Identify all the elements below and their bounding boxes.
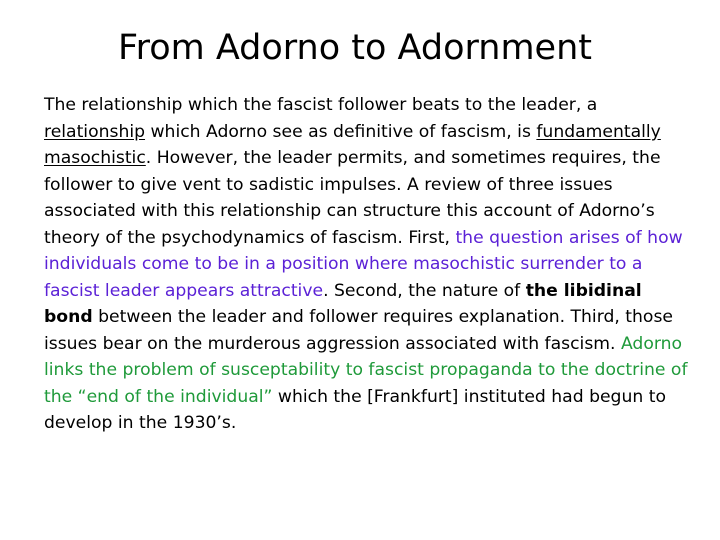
text-run: which Adorno see as definitive of fascism, is [145,121,537,142]
text-run: which the [Frankfurt] instituted had begun to develop in the 1930’s. [44,386,666,433]
text-run: . However, the leader permits, and sometimes requires, the follower to give vent to sadistic impulses. A review of three issues associated with this relationship can structure this account of Adorno’s theory of the psychodynamics of fascism. First, [44,148,661,248]
bold-libidinal-bond: the libidinal bond [44,280,642,327]
text-run: The relationship which the fascist follower beats to the leader, a [44,95,598,115]
slide-title: From Adorno to Adornment [117,28,592,68]
text-run: between the leader and follower requires explanation. Third, those issues bear on the murderous aggression associated with fascism. [44,307,673,354]
text-run: . Second, the nature of [323,280,526,301]
green-highlight: Adorno links the problem of susceptability to fascist propaganda to the doctrine of the “end of the individual” [44,333,688,407]
underlined-masochistic: fundamentally masochistic [44,121,661,168]
underlined-relationship: relationship [44,121,146,142]
purple-highlight: the question arises of how individuals come to be in a position where masochistic surrender to a fascist leader appears attractive [44,227,683,301]
body-paragraph [44,92,694,437]
